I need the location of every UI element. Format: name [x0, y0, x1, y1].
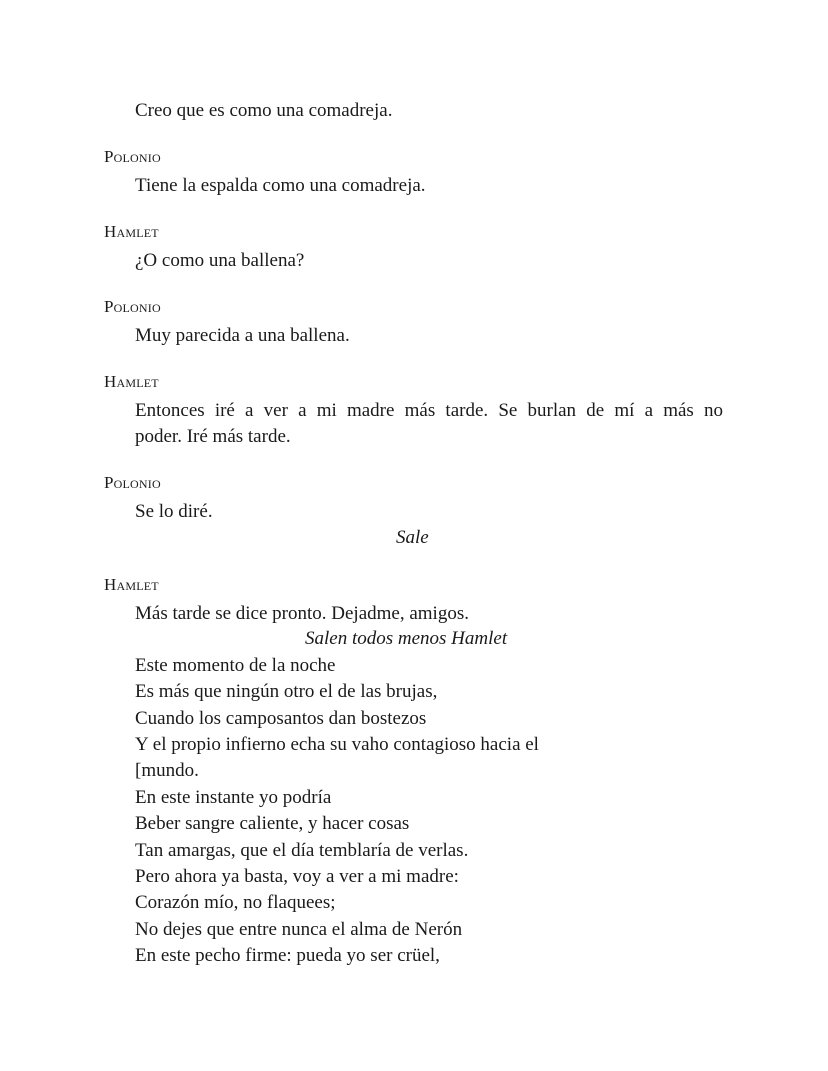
- dialogue-line: Tiene la espalda como una comadreja.: [135, 175, 426, 196]
- stage-direction: Salen todos menos Hamlet: [305, 628, 508, 649]
- dialogue-line: Creo que es como una comadreja.: [135, 100, 393, 121]
- verse-line: En este instante yo podría: [135, 787, 332, 808]
- verse-line: Beber sangre caliente, y hacer cosas: [135, 813, 410, 834]
- dialogue-line: Muy parecida a una ballena.: [135, 325, 350, 346]
- speaker-name: Hamlet: [104, 575, 159, 594]
- verse-line: [mundo.: [135, 760, 199, 781]
- speaker-name: Hamlet: [104, 372, 159, 391]
- verse-line: Y el propio infierno echa su vaho contagioso hacia el: [135, 734, 539, 755]
- verse-line: Este momento de la noche: [135, 655, 336, 676]
- dialogue-line: ¿O como una ballena?: [135, 250, 305, 271]
- speaker-name: Polonio: [104, 147, 161, 166]
- dialogue-line: Se lo diré.: [135, 501, 213, 522]
- speaker-name: Polonio: [104, 473, 161, 492]
- speaker-name: Polonio: [104, 297, 161, 316]
- speaker-name: Hamlet: [104, 222, 159, 241]
- verse-line: En este pecho firme: pueda yo ser crüel,: [135, 945, 440, 966]
- verse-line: No dejes que entre nunca el alma de Nerón: [135, 919, 463, 940]
- verse-line: Corazón mío, no flaquees;: [135, 892, 336, 913]
- dialogue-line: Más tarde se dice pronto. Dejadme, amigos.: [135, 603, 469, 624]
- verse-line: Tan amargas, que el día temblaría de verlas.: [135, 840, 469, 861]
- dialogue-line: Entonces iré a ver a mi madre más tarde. Se burlan de mí a más no: [135, 400, 723, 421]
- verse-line: Cuando los camposantos dan bostezos: [135, 708, 427, 729]
- verse-line: Es más que ningún otro el de las brujas,: [135, 681, 438, 702]
- stage-direction: Sale: [396, 527, 429, 548]
- verse-line: Pero ahora ya basta, voy a ver a mi madre:: [135, 866, 459, 887]
- dialogue-line: poder. Iré más tarde.: [135, 426, 291, 447]
